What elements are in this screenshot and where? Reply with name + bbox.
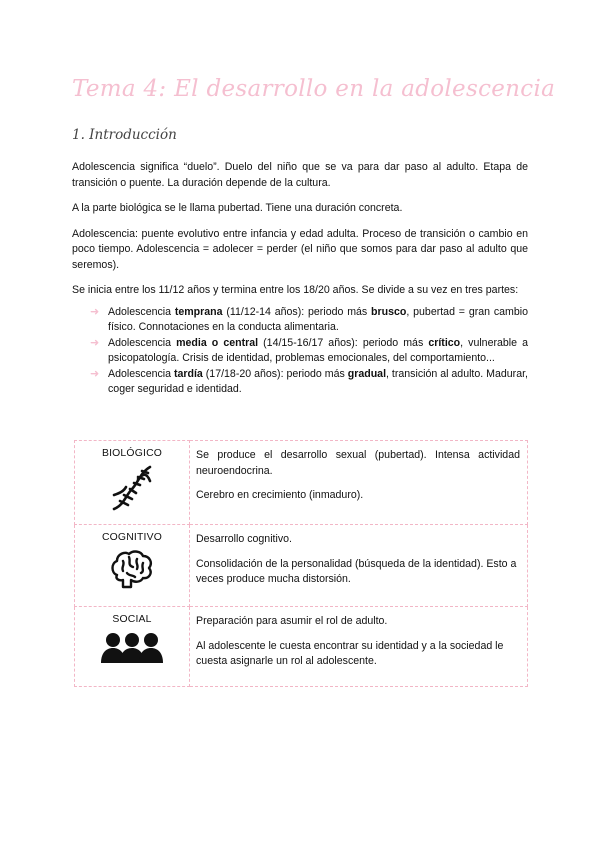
section-heading: 1. Introducción	[72, 127, 177, 143]
paragraph: A la parte biológica se le llama pubertad. Tiene una duración concreta.	[72, 202, 403, 214]
arrow-right-icon: ➜	[90, 305, 100, 318]
table-row	[75, 607, 528, 687]
area-description: Desarrollo cognitivo.	[196, 533, 292, 545]
area-description: Consolidación de la personalidad (búsqueda de la identidad). Esto a veces produce mucha distorsión.	[196, 557, 517, 585]
stages-list	[72, 305, 528, 398]
area-description-cell	[190, 441, 528, 525]
list-item: ➜ Adolescencia temprana (11/12-14 años): periodo más brusco, pubertad = gran cambio físico. Connotaciones en la conducta alimentaria.	[90, 305, 528, 333]
table-row	[75, 441, 528, 525]
area-label-cell	[75, 441, 190, 525]
brain-icon	[109, 549, 155, 591]
area-label: COGNITIVO	[101, 532, 163, 543]
development-areas-table	[74, 440, 528, 687]
page-title: Tema 4: El desarrollo en la adolescencia	[72, 76, 556, 102]
area-description: Al adolescente le cuesta encontrar su identidad y a la sociedad le cuesta asignarle un rol al adolescente.	[196, 639, 504, 667]
area-description-cell	[190, 525, 528, 607]
list-item: ➜ Adolescencia media o central (14/15-16/17 años): periodo más crítico, vulnerable a psicopatología. Crisis de identidad, problemas emocionales, del comportamiento...	[90, 336, 528, 364]
area-description: Preparación para asumir el rol de adulto.	[196, 615, 388, 627]
area-label: BIOLÓGICO	[101, 448, 163, 459]
area-description: Cerebro en crecimiento (inmaduro).	[196, 489, 364, 501]
intro-text	[72, 160, 528, 398]
area-label-cell	[75, 525, 190, 607]
paragraph: Adolescencia: puente evolutivo entre infancia y edad adulta. Proceso de transición o cambio en poco tiempo. Adolescencia = adolecer = perder (el niño que somos para dar paso al adulto que seremos).	[72, 227, 528, 271]
paragraph: Adolescencia significa “duelo”. Duelo del niño que se va para dar paso al adulto. Etapa de transición o puente. La duración depende de la cultura.	[72, 161, 528, 189]
area-description: Se produce el desarrollo sexual (pubertad). Intensa actividad neuroendocrina.	[196, 449, 520, 477]
arrow-right-icon: ➜	[90, 367, 100, 380]
area-label: SOCIAL	[112, 614, 152, 625]
paragraph: Se inicia entre los 11/12 años y termina entre los 18/20 años. Se divide a su vez en tres partes:	[72, 284, 519, 296]
table-row	[75, 525, 528, 607]
arrow-right-icon: ➜	[90, 336, 100, 349]
group-people-icon	[101, 631, 163, 665]
dna-icon	[110, 465, 154, 511]
area-description-cell	[190, 607, 528, 687]
area-label-cell	[75, 607, 190, 687]
list-item: ➜ Adolescencia tardía (17/18-20 años): periodo más gradual, transición al adulto. Madurar, coger seguridad e identidad.	[90, 367, 528, 395]
